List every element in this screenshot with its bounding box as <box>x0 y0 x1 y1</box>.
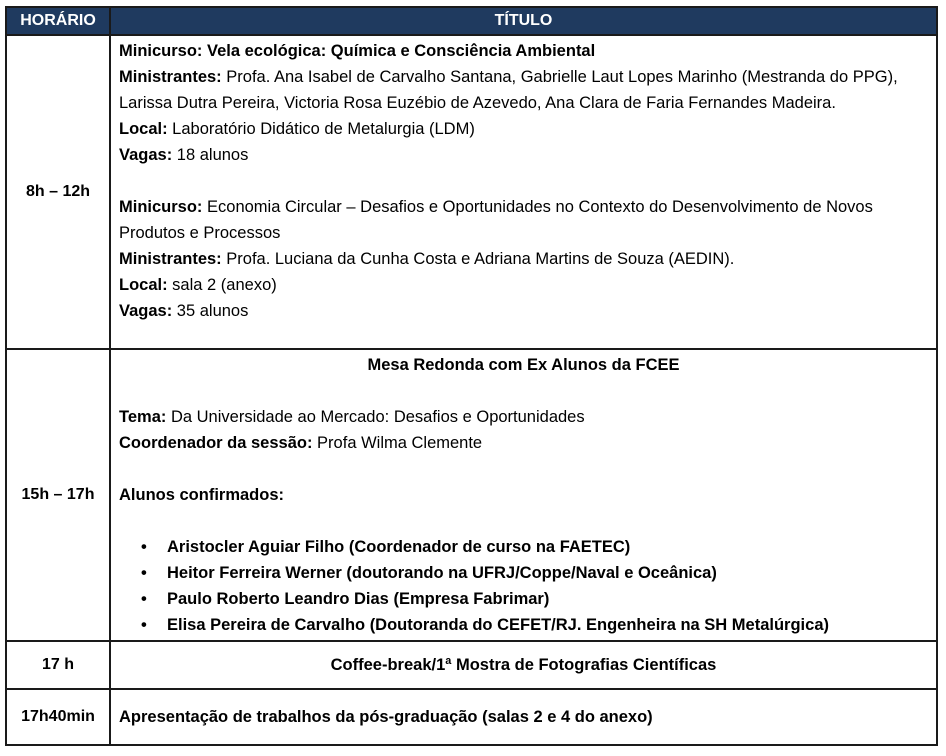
schedule-table <box>5 6 938 746</box>
speaker-list <box>119 534 928 638</box>
row-content <box>110 35 937 349</box>
header-title: TÍTULO <box>110 7 937 35</box>
row-content <box>110 349 937 641</box>
roundtable-title: Mesa Redonda com Ex Alunos da FCEE <box>367 356 680 374</box>
header-row <box>6 7 937 35</box>
row-time: 17h40min <box>6 689 110 745</box>
course2-vagas: Vagas: 35 alunos <box>119 302 249 320</box>
course1-vagas: Vagas: 18 alunos <box>119 146 249 164</box>
bullet-icon: • <box>141 616 147 634</box>
bullet-icon: • <box>141 590 147 608</box>
table-row <box>6 641 937 689</box>
list-item: • Paulo Roberto Leandro Dias (Empresa Fabrimar) <box>119 586 928 612</box>
coffee-break-title: Coffee-break/1ª Mostra de Fotografias Científicas <box>110 641 937 689</box>
presentations-title: Apresentação de trabalhos da pós-graduação (salas 2 e 4 do anexo) <box>110 689 937 745</box>
list-item: • Elisa Pereira de Carvalho (Doutoranda do CEFET/RJ. Engenheira na SH Metalúrgica) <box>119 612 928 638</box>
list-item: • Heitor Ferreira Werner (doutorando na UFRJ/Coppe/Naval e Oceânica) <box>119 560 928 586</box>
spacer <box>119 456 928 482</box>
course2-local: Local: sala 2 (anexo) <box>119 276 277 294</box>
spacer <box>119 168 928 194</box>
row-time: 15h – 17h <box>6 349 110 641</box>
spacer <box>119 378 928 404</box>
table-row <box>6 689 937 745</box>
course2-title: Minicurso: Economia Circular – Desafios e Oportunidades no Contexto do Desenvolvimento de Novos Produtos e Processos <box>119 198 873 242</box>
table-row <box>6 349 937 641</box>
row-time: 8h – 12h <box>6 35 110 349</box>
course1-instructors: Ministrantes: Profa. Ana Isabel de Carvalho Santana, Gabrielle Laut Lopes Marinho (Mestranda do PPG), Larissa Dutra Pereira, Victoria Rosa Euzébio de Azevedo, Ana Clara de Faria Fernandes Madeira. <box>119 68 898 112</box>
table-row <box>6 35 937 349</box>
course1-local: Local: Laboratório Didático de Metalurgia (LDM) <box>119 120 475 138</box>
row-time: 17 h <box>6 641 110 689</box>
confirmed-label: Alunos confirmados: <box>119 486 285 504</box>
course2-instructors: Ministrantes: Profa. Luciana da Cunha Costa e Adriana Martins de Souza (AEDIN). <box>119 250 735 268</box>
list-item: • Aristocler Aguiar Filho (Coordenador de curso na FAETEC) <box>119 534 928 560</box>
spacer <box>119 508 928 534</box>
roundtable-theme: Tema: Da Universidade ao Mercado: Desafios e Oportunidades <box>119 408 585 426</box>
header-time: HORÁRIO <box>6 7 110 35</box>
roundtable-coordinator: Coordenador da sessão: Profa Wilma Clemente <box>119 434 483 452</box>
course1-title: Minicurso: Vela ecológica: Química e Consciência Ambiental <box>119 42 596 60</box>
bullet-icon: • <box>141 564 147 582</box>
bullet-icon: • <box>141 538 147 556</box>
